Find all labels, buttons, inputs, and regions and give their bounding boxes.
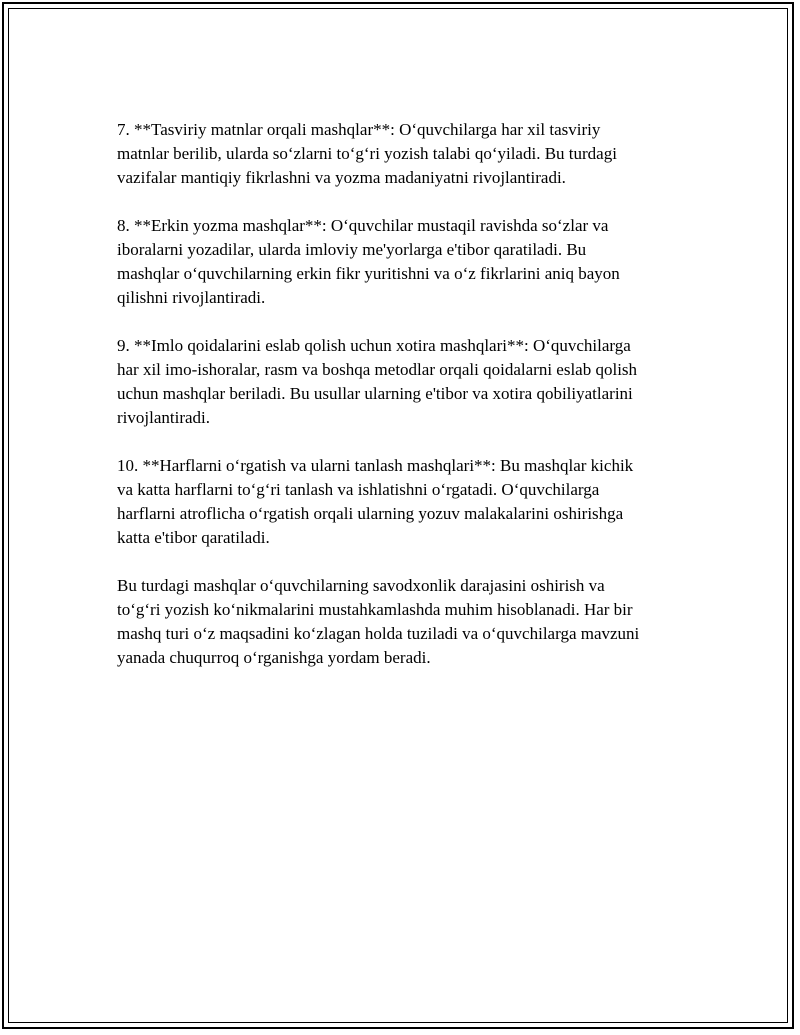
text-line: qilishni rivojlantiradi. — [117, 288, 266, 307]
text-line: 8. **Erkin yozma mashqlar**: O‘quvchilar mustaqil ravishda so‘zlar va — [117, 216, 609, 235]
paragraph-item-8 — [117, 214, 697, 310]
text-line: harflarni atroflicha o‘rgatish orqali ularning yozuv malakalarini oshirishga — [117, 504, 624, 523]
text-line: vazifalar mantiqiy fikrlashni va yozma madaniyatni rivojlantiradi. — [117, 168, 566, 187]
text-line: iboralarni yozadilar, ularda imloviy me'yorlarga e'tibor qaratiladi. Bu — [117, 240, 587, 259]
text-line: matnlar berilib, ularda so‘zlarni to‘g‘ri yozish talabi qo‘yiladi. Bu turdagi — [117, 144, 617, 163]
text-line: to‘g‘ri yozish ko‘nikmalarini mustahkamlashda muhim hisoblanadi. Har bir — [117, 600, 633, 619]
text-line: Bu turdagi mashqlar o‘quvchilarning savodxonlik darajasini oshirish va — [117, 576, 605, 595]
text-line: uchun mashqlar beriladi. Bu usullar ularning e'tibor va xotira qobiliyatlarini — [117, 384, 633, 403]
text-line: 10. **Harflarni o‘rgatish va ularni tanlash mashqlari**: Bu mashqlar kichik — [117, 456, 634, 475]
text-line: va katta harflarni to‘g‘ri tanlash va ishlatishni o‘rgatadi. O‘quvchilarga — [117, 480, 600, 499]
text-line: mashq turi o‘z maqsadini ko‘zlagan holda tuziladi va o‘quvchilarga mavzuni — [117, 624, 640, 643]
text-line: 7. **Tasviriy matnlar orqali mashqlar**: O‘quvchilarga har xil tasviriy — [117, 120, 601, 139]
text-line: har xil imo-ishoralar, rasm va boshqa metodlar orqali qoidalarni eslab qolish — [117, 360, 638, 379]
paragraph-item-9 — [117, 334, 697, 430]
text-line: yanada chuqurroq o‘rganishga yordam beradi. — [117, 648, 431, 667]
paragraph-item-10 — [117, 454, 697, 550]
document-body — [117, 118, 697, 694]
text-line: 9. **Imlo qoidalarini eslab qolish uchun xotira mashqlari**: O‘quvchilarga — [117, 336, 631, 355]
text-line: katta e'tibor qaratiladi. — [117, 528, 270, 547]
text-line: rivojlantiradi. — [117, 408, 211, 427]
paragraph-item-7 — [117, 118, 697, 190]
paragraph-conclusion — [117, 574, 697, 670]
text-line: mashqlar o‘quvchilarning erkin fikr yuritishni va o‘z fikrlarini aniq bayon — [117, 264, 620, 283]
